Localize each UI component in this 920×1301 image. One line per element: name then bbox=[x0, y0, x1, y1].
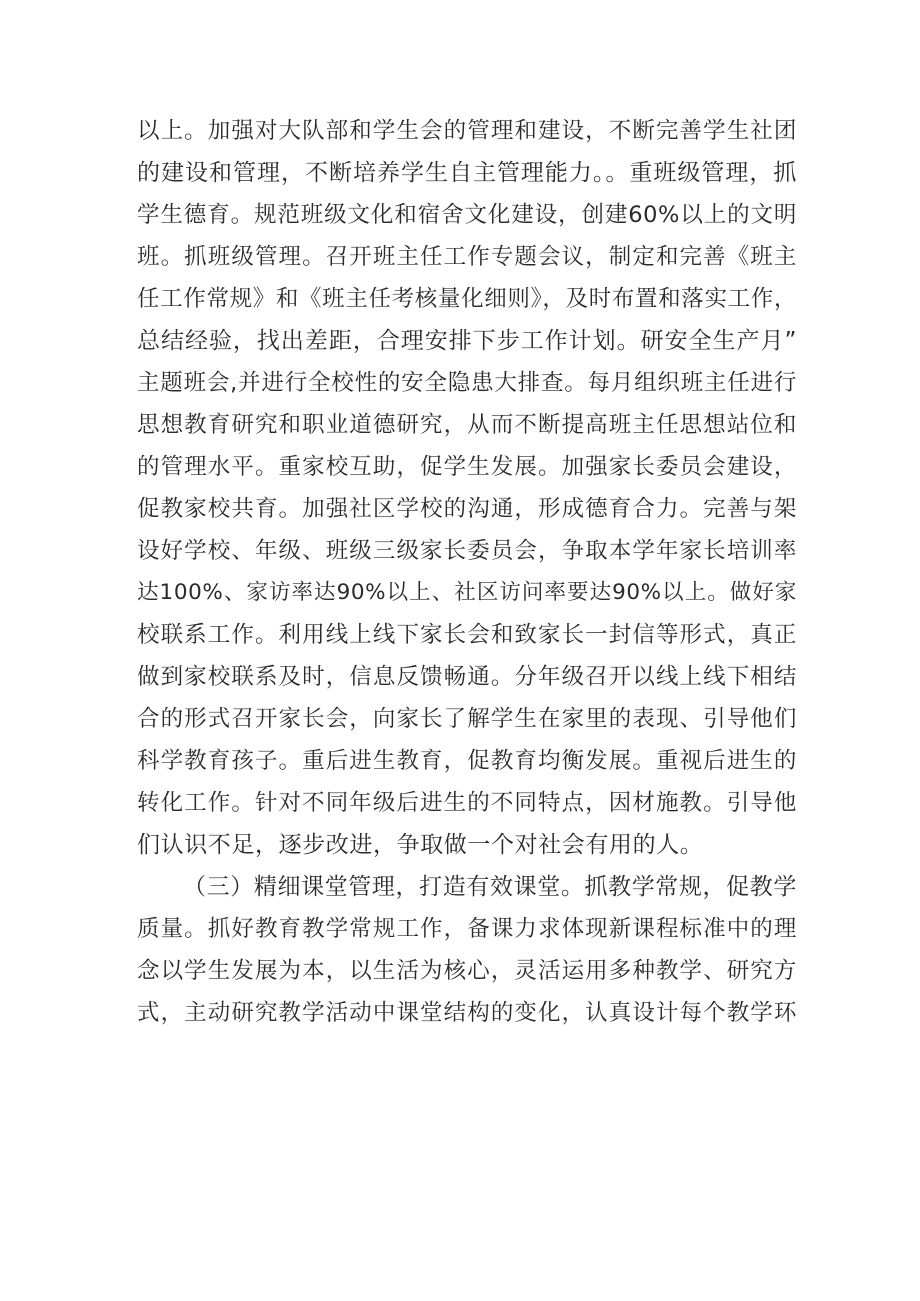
text-line: 的建设和管理，不断培养学生自主管理能力。。重班级管理，抓 bbox=[137, 160, 797, 186]
text-line: 转化工作。针对不同年级后进生的不同特点，因材施教。引导他 bbox=[137, 790, 797, 816]
text-line: 质量。抓好教育教学常规工作，备课力求体现新课程标准中的理 bbox=[137, 916, 797, 942]
text-line: 设好学校、年级、班级三级家长委员会，争取本学年家长培训率 bbox=[137, 538, 797, 564]
body-text bbox=[137, 110, 797, 1034]
text-line: 的管理水平。重家校互助，促学生发展。加强家长委员会建设， bbox=[137, 454, 797, 480]
text-line: 班。抓班级管理。召开班主任工作专题会议，制定和完善《班主 bbox=[137, 244, 797, 270]
text-line: 念以学生发展为本，以生活为核心，灵活运用多种教学、研究方 bbox=[137, 958, 797, 984]
text-line: 式，主动研究教学活动中课堂结构的变化，认真设计每个教学环 bbox=[137, 1000, 797, 1026]
text-line: 任工作常规》和《班主任考核量化细则》，及时布置和落实工作， bbox=[137, 286, 797, 312]
text-line: 们认识不足，逐步改进，争取做一个对社会有用的人。 bbox=[137, 832, 704, 858]
text-line: 合的形式召开家长会，向家长了解学生在家里的表现、引导他们 bbox=[137, 706, 797, 732]
text-line: 思想教育研究和职业道德研究，从而不断提高班主任思想站位和 bbox=[137, 412, 797, 438]
text-line: 做到家校联系及时，信息反馈畅通。分年级召开以线上线下相结 bbox=[137, 664, 797, 690]
text-line: 主题班会,并进行全校性的安全隐患大排查。每月组织班主任进行 bbox=[137, 370, 797, 396]
text-line: 总结经验，找出差距，合理安排下步工作计划。研安全生产月” bbox=[137, 328, 797, 354]
text-line: 学生德育。规范班级文化和宿舍文化建设，创建60%以上的文明 bbox=[137, 202, 797, 228]
text-line: 以上。加强对大队部和学生会的管理和建设，不断完善学生社团 bbox=[137, 118, 797, 144]
text-line: 校联系工作。利用线上线下家长会和致家长一封信等形式，真正 bbox=[137, 622, 797, 648]
text-line: 达100%、家访率达90%以上、社区访问率要达90%以上。做好家 bbox=[137, 580, 797, 605]
text-line: 科学教育孩子。重后进生教育，促教育均衡发展。重视后进生的 bbox=[137, 748, 797, 774]
section-heading-line: （三）精细课堂管理，打造有效课堂。抓教学常规，促教学 bbox=[183, 874, 797, 900]
text-line: 促教家校共育。加强社区学校的沟通，形成德育合力。完善与架 bbox=[137, 496, 797, 522]
